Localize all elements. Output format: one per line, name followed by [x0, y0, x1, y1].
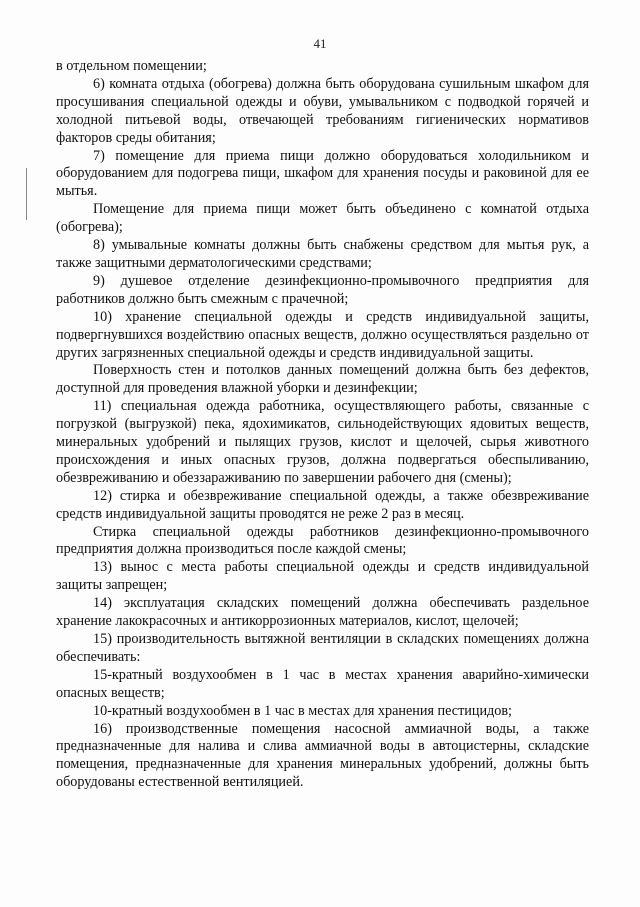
- paragraph: 15) производительность вытяжной вентиляции в складских помещениях должна обеспечивать:: [56, 631, 589, 665]
- document-body: [56, 58, 589, 792]
- paragraph: 6) комната отдыха (обогрева) должна быть оборудована сушильным шкафом для просушивания специальной одежды и обуви, умывальником с подводкой горячей и холодной питьевой воды, отвечающей требованиям гигиенических нормативов факторов среды обитания;: [56, 75, 589, 146]
- paragraph: 7) помещение для приема пищи должно оборудоваться холодильником и оборудованием для подогрева пищи, шкафом для хранения посуды и раковиной для ее мытья.: [56, 147, 589, 200]
- paragraph: 8) умывальные комнаты должны быть снабжены средством для мытья рук, а также защитными дерматологическими средствами;: [56, 237, 589, 271]
- margin-mark: [26, 168, 27, 220]
- paragraph: 14) эксплуатация складских помещений должна обеспечивать раздельное хранение лакокрасочных и антикоррозионных материалов, кислот, щелочей;: [56, 595, 589, 630]
- paragraph: 13) вынос с места работы специальной одежды и средств индивидуальной защиты запрещен;: [56, 559, 589, 594]
- paragraph: Помещение для приема пищи может быть объединено с комнатой отдыха (обогрева);: [56, 201, 589, 236]
- paragraph: 16) производственные помещения насосной аммиачной воды, а также предназначенные для налива и слива аммиачной воды в автоцистерны, складские помещения, предназначенные для хранения минеральных удобрений, должны быть оборудованы естественной вентиляцией.: [56, 720, 589, 791]
- paragraph: 15-кратный воздухообмен в 1 час в местах хранения аварийно-химически опасных веществ;: [56, 666, 589, 701]
- page-number: 41: [313, 36, 327, 51]
- paragraph: Стирка специальной одежды работников дезинфекционно-промывочного предприятия должна производиться после каждой смены;: [56, 523, 589, 558]
- paragraph: 10-кратный воздухообмен в 1 час в местах для хранения пестицидов;: [93, 702, 513, 719]
- paragraph: 12) стирка и обезвреживание специальной одежды, а также обезвреживание средств индивидуальной защиты проводятся не реже 2 раз в месяц.: [56, 487, 589, 522]
- paragraph: 9) душевое отделение дезинфекционно-промывочного предприятия для работников должно быть смежным с прачечной;: [56, 272, 589, 307]
- paragraph: 10) хранение специальной одежды и средств индивидуальной защиты, подвергнувшихся воздействию опасных веществ, должно осуществляться раздельно от других загрязненных специальной одежды и средств индивидуальной защиты.: [56, 308, 589, 361]
- paragraph: Поверхность стен и потолков данных помещений должна быть без дефектов, доступной для проведения влажной уборки и дезинфекции;: [56, 362, 589, 397]
- paragraph: в отдельном помещении;: [56, 58, 207, 74]
- paragraph: 11) специальная одежда работника, осуществляющего работы, связанные с погрузкой (выгрузкой) пека, ядохимикатов, сильнодействующих ядовитых веществ, минеральных удобрений и пылящих грузов, кислот и щелочей, сырья животного происхождения и иных опасных грузов, должна подвергаться обеспыливанию, обезвреживанию и обеззараживанию по завершении рабочего дня (смены);: [56, 398, 589, 486]
